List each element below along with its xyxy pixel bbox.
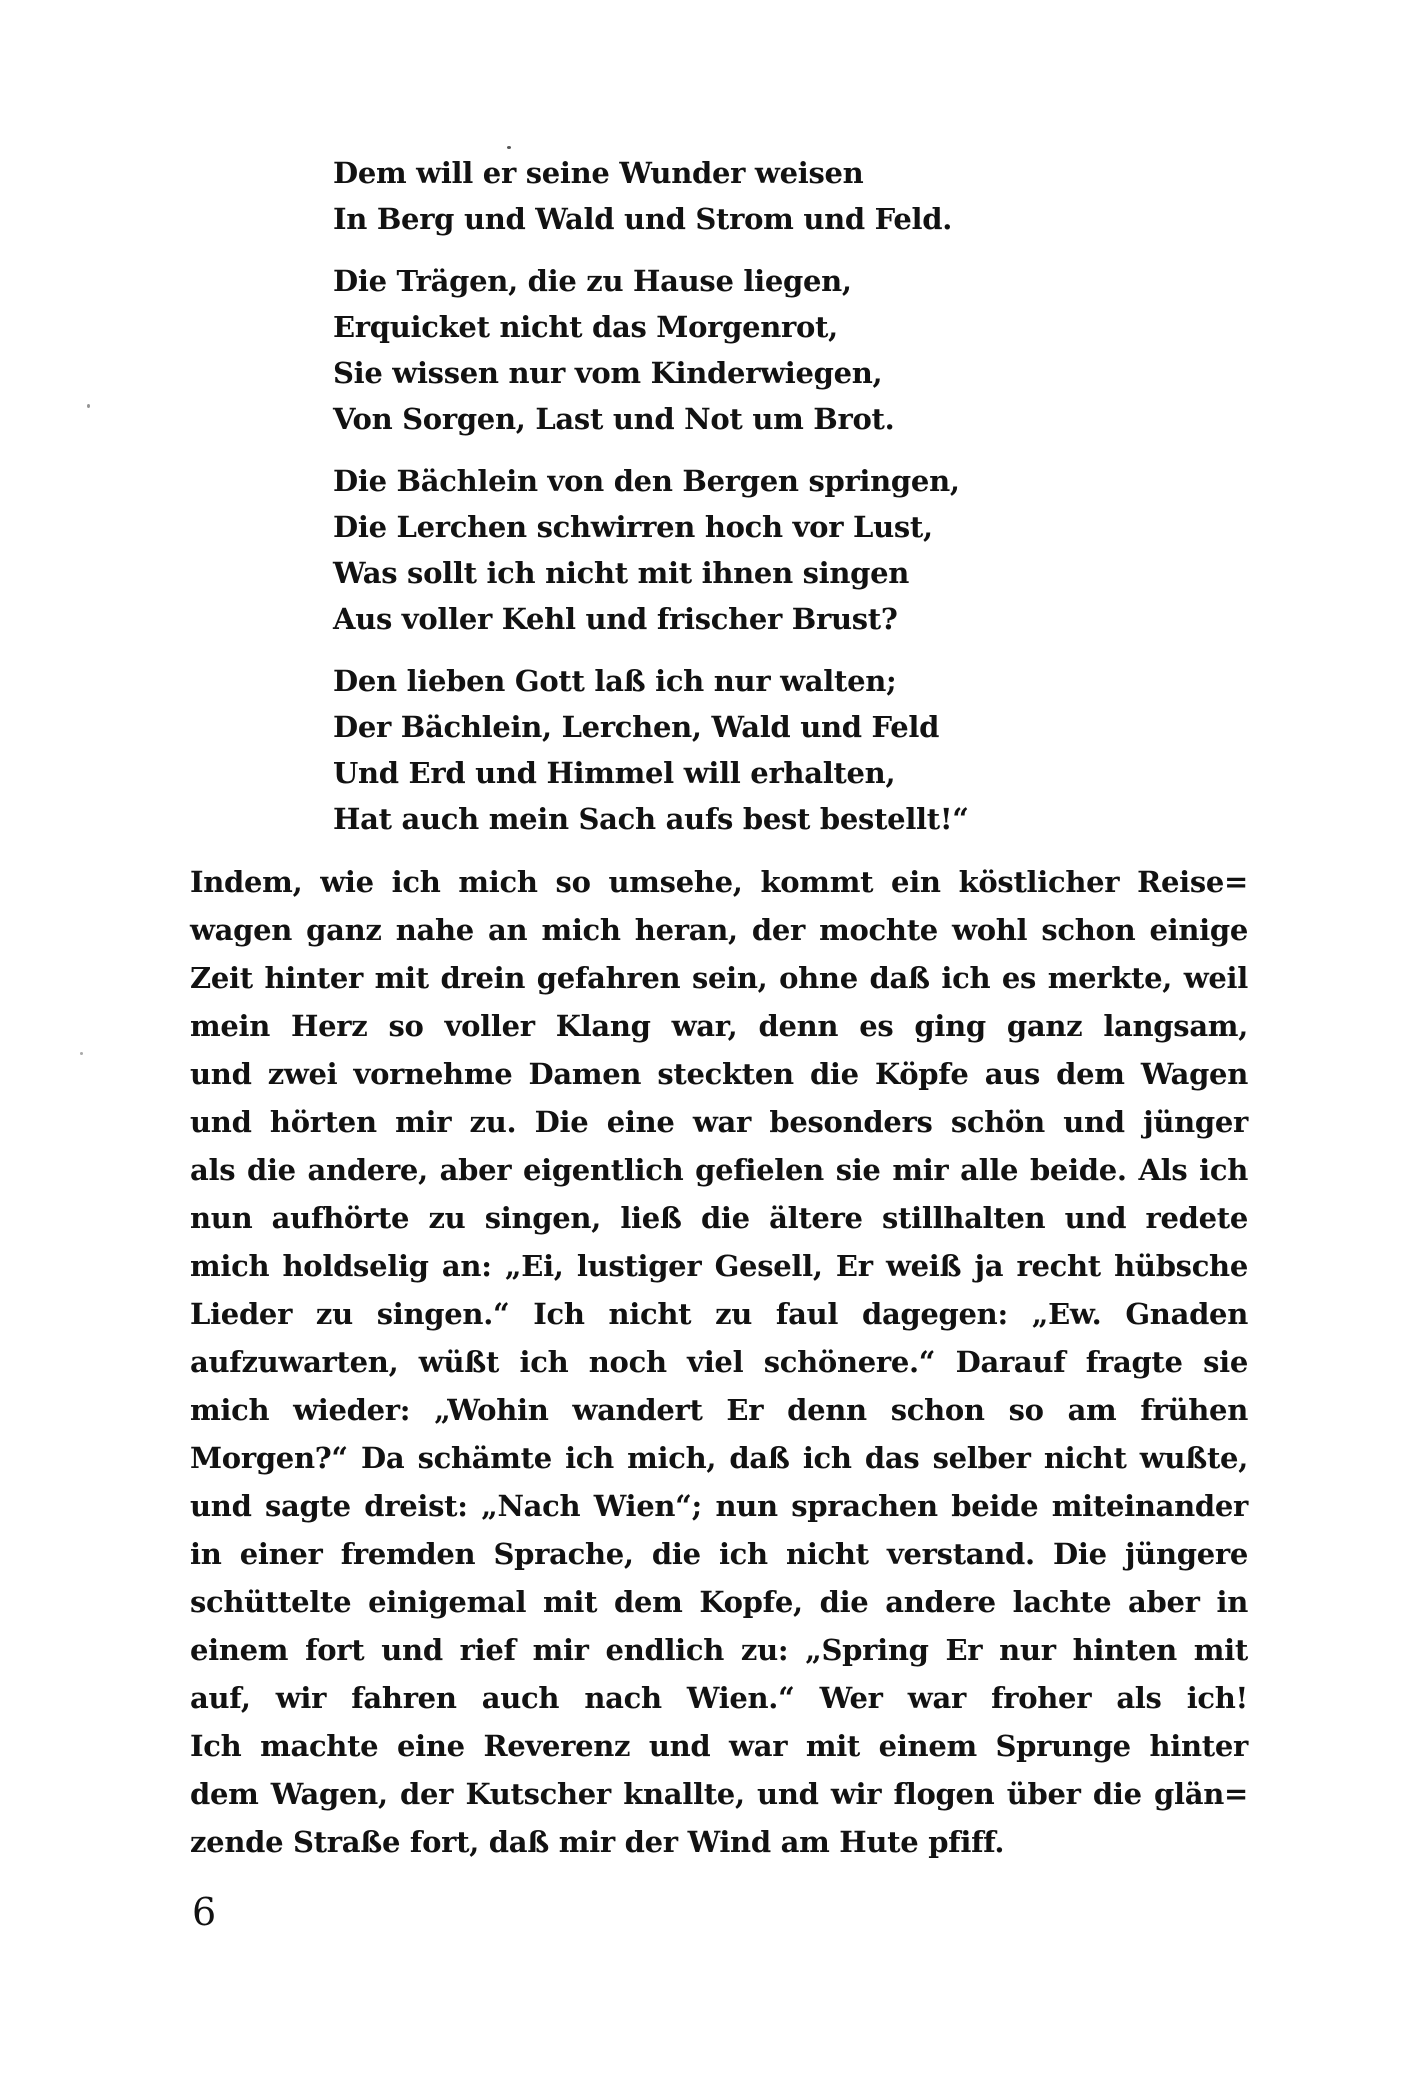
prose-line: dem Wagen, der Kutscher knallte, und wir flogen über die glän=	[190, 1777, 1248, 1811]
poem-line: Hat auch mein Sach aufs best bestellt!“	[333, 802, 969, 836]
poem-line: Den lieben Gott laß ich nur walten;	[333, 664, 897, 698]
prose-line: als die andere, aber eigentlich gefielen sie mir alle beide. Als ich	[190, 1153, 1248, 1187]
poem-line: Was sollt ich nicht mit ihnen singen	[333, 556, 910, 590]
poem-line: Die Lerchen schwirren hoch vor Lust,	[333, 510, 933, 544]
prose-line: mein Herz so voller Klang war, denn es ging ganz langsam,	[190, 1009, 1248, 1043]
poem-line: Der Bächlein, Lerchen, Wald und Feld	[333, 710, 940, 744]
page-number: 6	[192, 1890, 217, 1934]
prose-line: und hörten mir zu. Die eine war besonders schön und jünger	[190, 1105, 1248, 1139]
prose-line: und zwei vornehme Damen steckten die Köpfe aus dem Wagen	[190, 1057, 1248, 1091]
poem-line: Dem will er seine Wunder weisen	[333, 156, 864, 190]
scan-speck	[87, 404, 90, 408]
scan-speck	[80, 1052, 83, 1055]
prose-line: Zeit hinter mit drein gefahren sein, ohne daß ich es merkte, weil	[190, 961, 1248, 995]
poem-stanza-3	[333, 458, 1248, 642]
poem-line: Aus voller Kehl und frischer Brust?	[333, 602, 898, 636]
scan-speck	[507, 146, 511, 149]
poem-line: Und Erd und Himmel will erhalten,	[333, 756, 896, 790]
poem-stanza-4	[333, 658, 1248, 842]
prose-line: aufzuwarten, wüßt ich noch viel schönere.“ Darauf fragte sie	[190, 1345, 1248, 1379]
prose-line: Ich machte eine Reverenz und war mit einem Sprunge hinter	[190, 1729, 1248, 1763]
prose-line: und sagte dreist: „Nach Wien“; nun sprachen beide miteinander	[190, 1489, 1248, 1523]
prose-line: wagen ganz nahe an mich heran, der mochte wohl schon einige	[190, 913, 1248, 947]
poem-line: Von Sorgen, Last und Not um Brot.	[333, 402, 895, 436]
poem-stanza-2	[333, 258, 1248, 442]
poem-line: Erquicket nicht das Morgenrot,	[333, 310, 838, 344]
poem-stanza-1	[333, 150, 1248, 242]
prose-line: Indem, wie ich mich so umsehe, kommt ein köstlicher Reise=	[190, 865, 1248, 899]
prose-line: Morgen?“ Da schämte ich mich, daß ich das selber nicht wußte,	[190, 1441, 1248, 1475]
prose-line: einem fort und rief mir endlich zu: „Spring Er nur hinten mit	[190, 1633, 1248, 1667]
prose-line: auf, wir fahren auch nach Wien.“ Wer war froher als ich!	[190, 1681, 1248, 1715]
text-block	[190, 150, 1248, 1866]
poem-line: Die Trägen, die zu Hause liegen,	[333, 264, 852, 298]
prose-line: mich wieder: „Wohin wandert Er denn schon so am frühen	[190, 1393, 1248, 1427]
poem-line: In Berg und Wald und Strom und Feld.	[333, 202, 953, 236]
prose-paragraph	[190, 858, 1248, 1866]
prose-line: in einer fremden Sprache, die ich nicht verstand. Die jüngere	[190, 1537, 1248, 1571]
poem	[333, 150, 1248, 842]
prose-line: zende Straße fort, daß mir der Wind am Hute pfiff.	[190, 1825, 1005, 1859]
prose-line: schüttelte einigemal mit dem Kopfe, die andere lachte aber in	[190, 1585, 1248, 1619]
prose-line: Lieder zu singen.“ Ich nicht zu faul dagegen: „Ew. Gnaden	[190, 1297, 1248, 1331]
poem-line: Sie wissen nur vom Kinderwiegen,	[333, 356, 883, 390]
poem-line: Die Bächlein von den Bergen springen,	[333, 464, 960, 498]
prose-line: mich holdselig an: „Ei, lustiger Gesell, Er weiß ja recht hübsche	[190, 1249, 1248, 1283]
prose-line: nun aufhörte zu singen, ließ die ältere stillhalten und redete	[190, 1201, 1248, 1235]
